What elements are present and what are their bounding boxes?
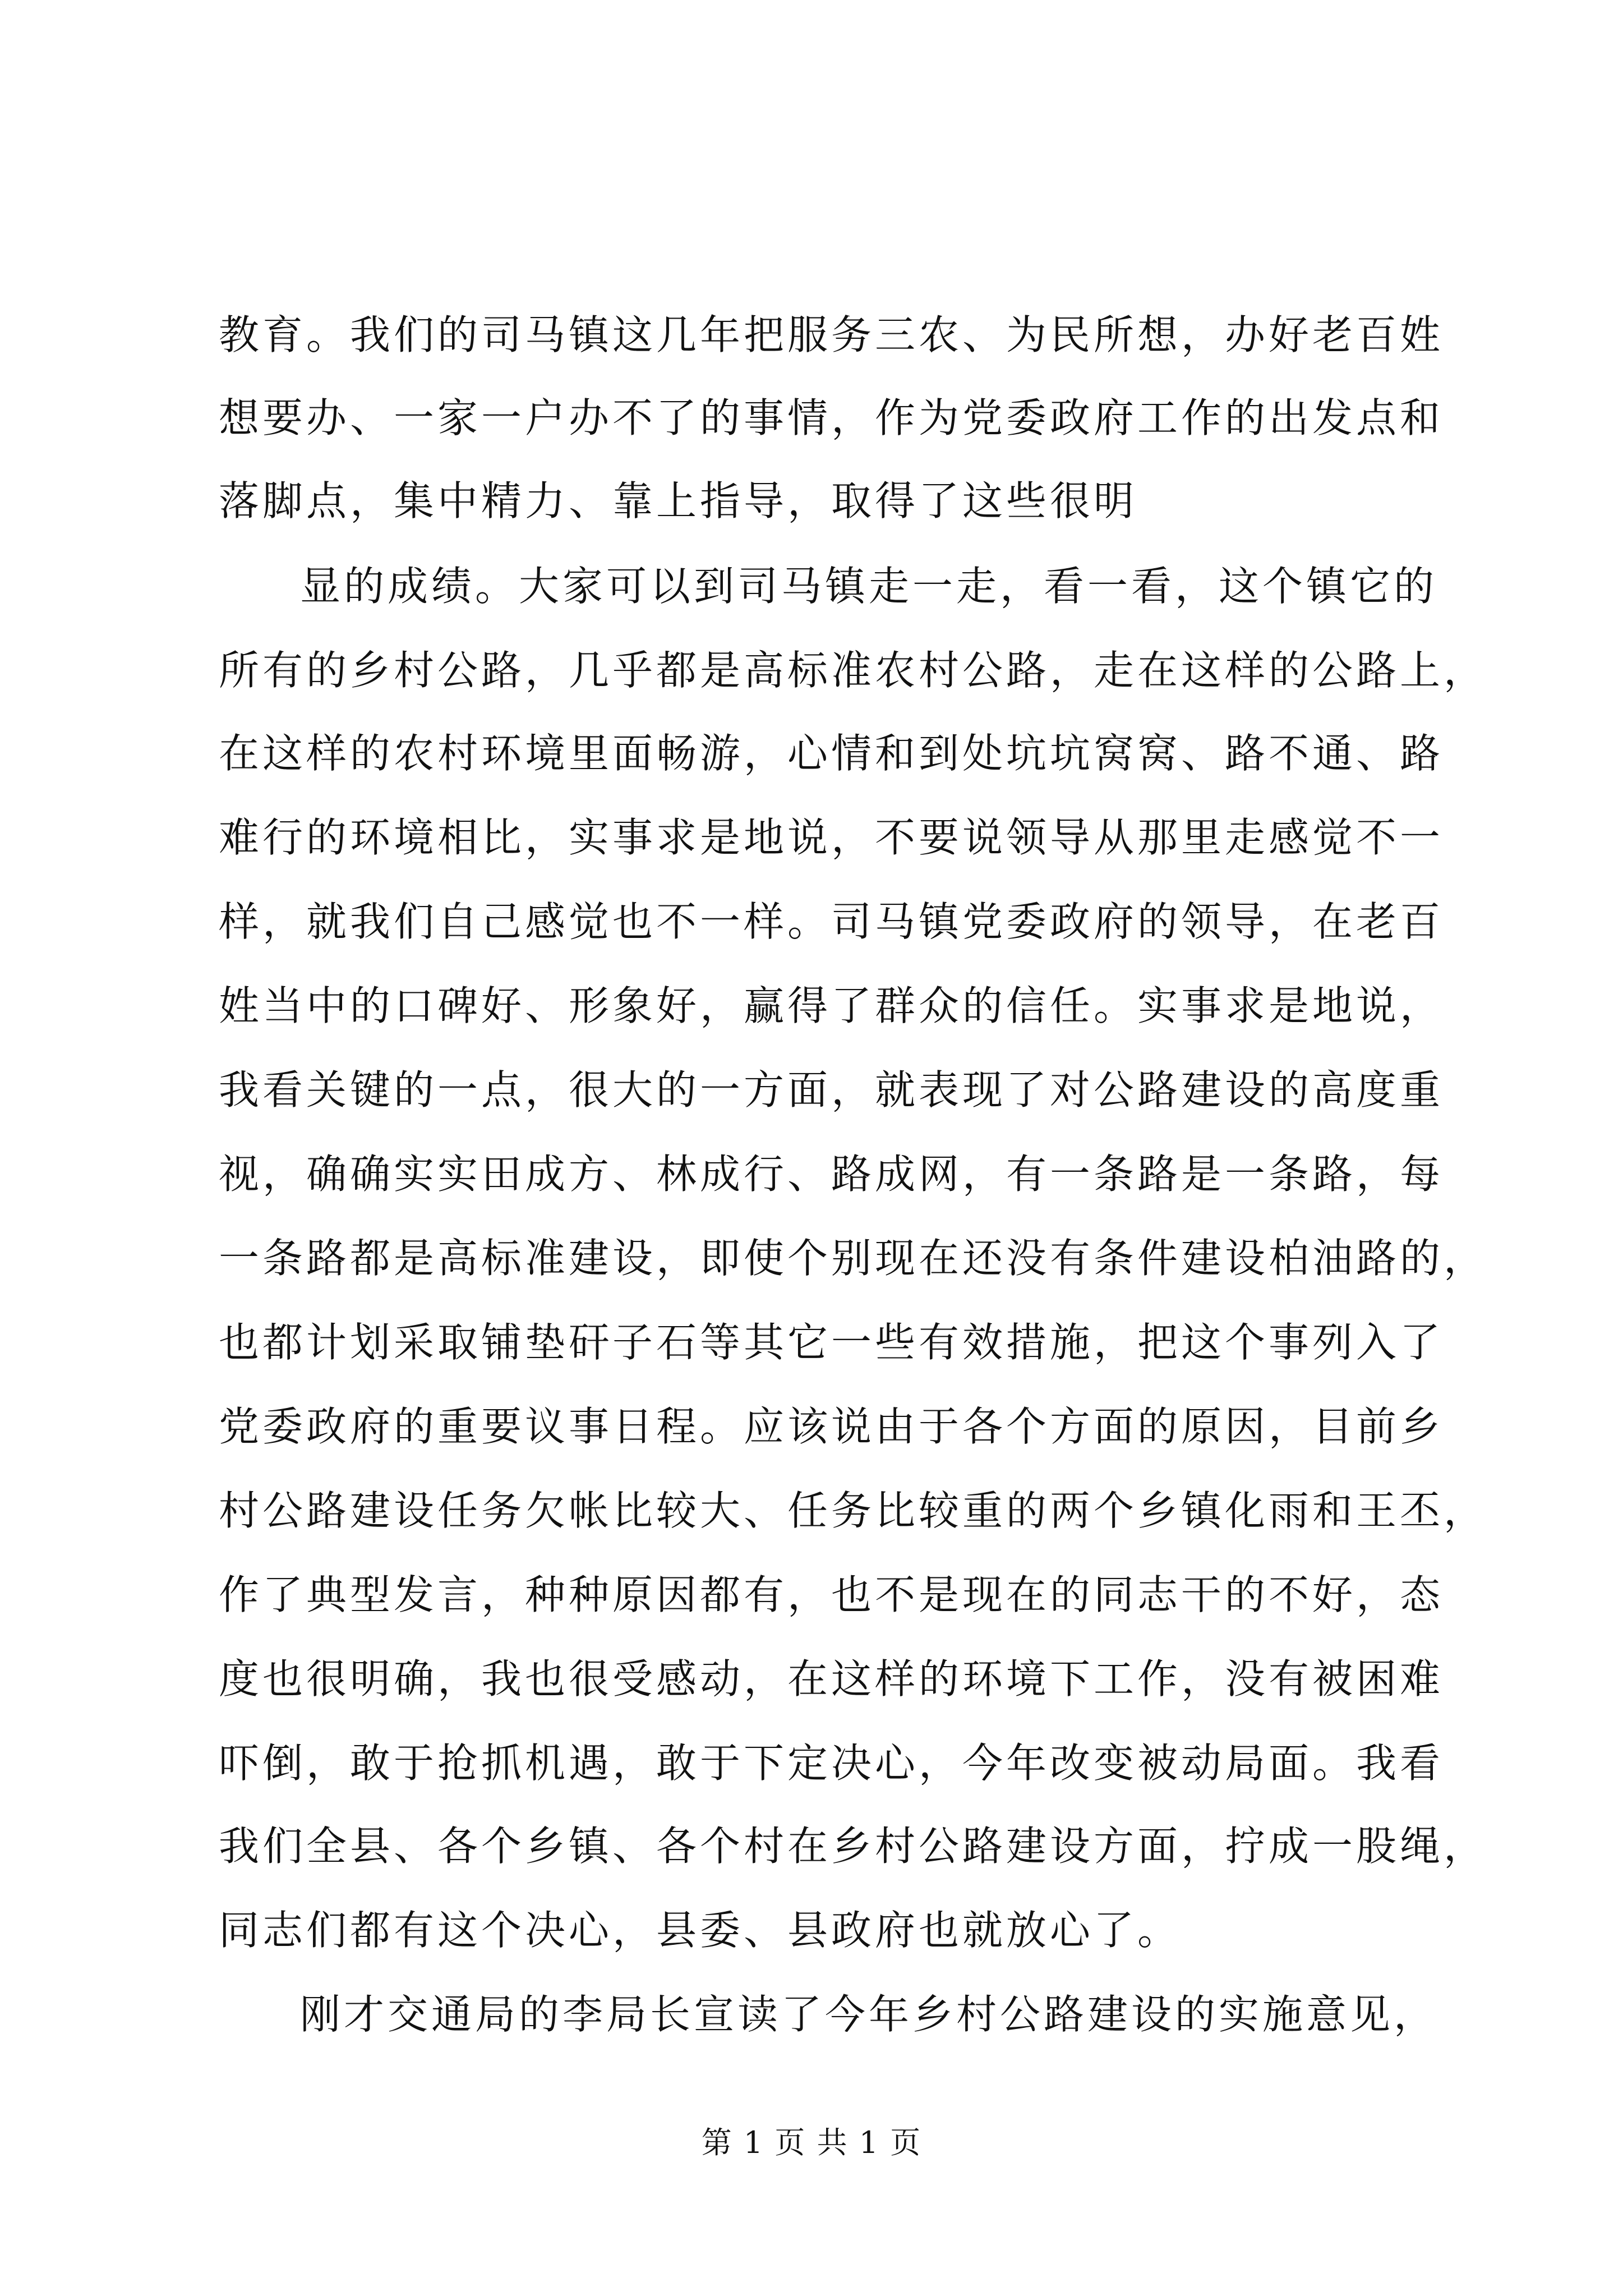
text-line-13: 也都计划采取铺垫矸子石等其它一些有效措施，把这个事列入了 xyxy=(219,1319,1444,1366)
text-line-10: 我看关键的一点，很大的一方面，就表现了对公路建设的高度重 xyxy=(219,1066,1444,1114)
text-line-20: 同志们都有这个决心，县委、县政府也就放心了。 xyxy=(219,1907,1182,1954)
text-line-17: 度也很明确，我也很受感动，在这样的环境下工作，没有被困难 xyxy=(219,1655,1444,1703)
text-line-8: 样，就我们自己感觉也不一样。司马镇党委政府的领导，在老百 xyxy=(219,898,1444,945)
text-line-16: 作了典型发言，种种原因都有，也不是现在的同志干的不好，态 xyxy=(219,1571,1444,1618)
text-line-21: 刚才交通局的李局长宣读了今年乡村公路建设的实施意见， xyxy=(300,1991,1438,2038)
text-line-1: 教育。我们的司马镇这几年把服务三农、为民所想，办好老百姓 xyxy=(219,311,1444,358)
text-line-18: 吓倒，敢于抢抓机遇，敢于下定决心，今年改变被动局面。我看 xyxy=(219,1740,1444,1787)
text-line-6: 在这样的农村环境里面畅游，心情和到处坑坑窝窝、路不通、路 xyxy=(219,730,1444,777)
text-line-19: 我们全县、各个乡镇、各个村在乡村公路建设方面，拧成一股绳， xyxy=(219,1823,1488,1870)
text-line-14: 党委政府的重要议事日程。应该说由于各个方面的原因，目前乡 xyxy=(219,1403,1444,1450)
text-line-2: 想要办、一家一户办不了的事情，作为党委政府工作的出发点和 xyxy=(219,394,1444,441)
text-line-3: 落脚点，集中精力、靠上指导，取得了这些很明 xyxy=(219,477,1138,524)
text-line-15: 村公路建设任务欠帐比较大、任务比较重的两个乡镇化雨和王丕， xyxy=(219,1487,1488,1534)
text-line-7: 难行的环境相比，实事求是地说，不要说领导从那里走感觉不一 xyxy=(219,814,1444,861)
text-line-12: 一条路都是高标准建设，即使个别现在还没有条件建设柏油路的， xyxy=(219,1235,1488,1282)
text-line-9: 姓当中的口碑好、形象好，赢得了群众的信任。实事求是地说， xyxy=(219,982,1444,1029)
page-footer: 第 1 页 共 1 页 xyxy=(701,2125,922,2160)
text-line-4: 显的成绩。大家可以到司马镇走一走，看一看，这个镇它的 xyxy=(300,563,1438,610)
text-line-5: 所有的乡村公路，几乎都是高标准农村公路，走在这样的公路上， xyxy=(219,647,1488,694)
text-line-11: 视，确确实实田成方、林成行、路成网，有一条路是一条路，每 xyxy=(219,1151,1444,1198)
